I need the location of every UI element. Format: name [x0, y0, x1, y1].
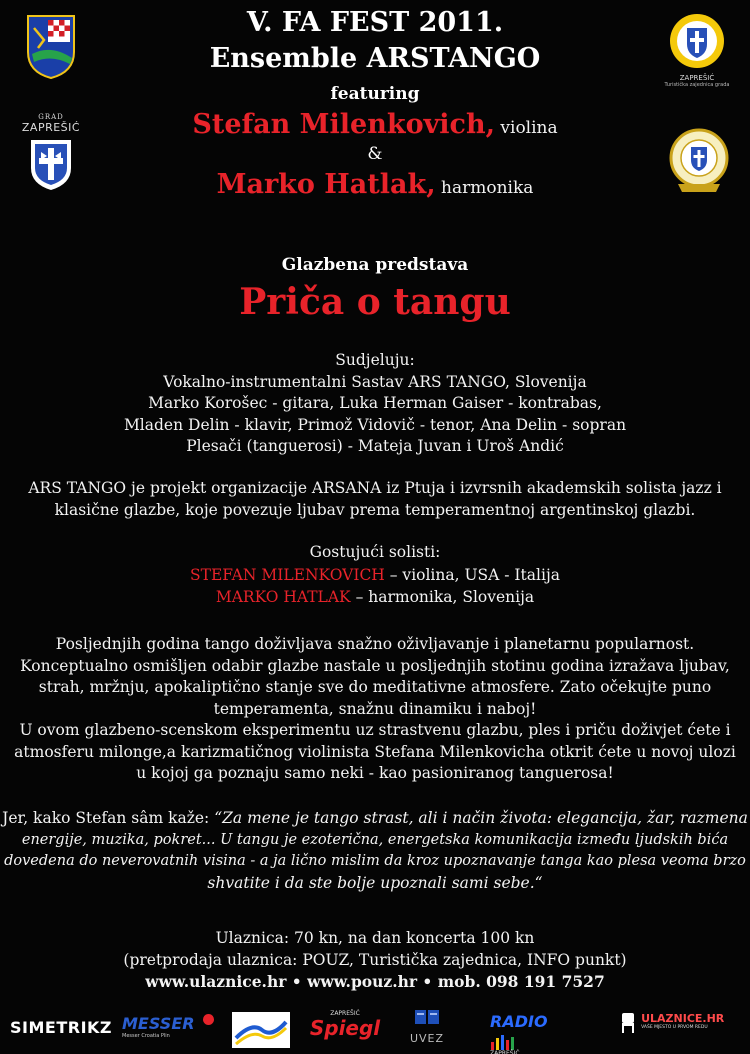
about-section [0, 478, 750, 521]
about-line: klasične glazbe, koje povezuje ljubav prema temperamentnoj argentinskoj glazbi. [54, 500, 696, 519]
sponsor-messer [122, 1014, 220, 1054]
description-line: U ovom glazbeno-scenskom eksperimentu uz strastvenu glazbu, ples i priču doživjet ćete i [19, 721, 731, 739]
sponsor-ulaznice [620, 1012, 744, 1054]
grad-name: ZAPREŠIĆ [21, 121, 81, 134]
description-section [0, 634, 750, 785]
messer-logo-text: MESSER [122, 1014, 195, 1033]
sponsor-uvez [404, 1008, 450, 1052]
artist-2 [0, 168, 750, 205]
ticket-web-links: www.ulaznice.hr • www.pouz.hr • mob. 098 191 7527 [145, 972, 605, 991]
description-line: u kojoj ga poznaju samo neki - kao pasioniranog tanguerosa! [136, 764, 614, 782]
participants-line: Mladen Delin - klavir, Primož Vidovič - tenor, Ana Delin - sopran [123, 415, 627, 434]
about-line: ARS TANGO je projekt organizacije ARSANA iz Ptuja i izvrsnih akademskih solista jazz i [28, 479, 722, 497]
spiegl-logo-text: Spiegl [309, 1016, 381, 1040]
radio-equalizer-icon [490, 1034, 518, 1050]
radio-logo-text: RADIO [490, 1012, 548, 1031]
description-line: Konceptualno osmišljen odabir glazbe nastale u posljednjih stotinu godina izražava ljubav, [20, 656, 730, 675]
tickets-section [0, 928, 750, 993]
sponsor-strip [0, 1006, 750, 1054]
messer-circle-icon [203, 1014, 214, 1025]
quote-line: shvatite i da ste bolje upoznali sami sebe.“ [207, 873, 543, 892]
messer-subtitle: Messer Croatia Plin [122, 1033, 170, 1039]
featuring-label: featuring [330, 84, 420, 104]
sponsor-wave-logo-icon [232, 1012, 290, 1048]
guest-soloist-2 [0, 586, 750, 608]
participants-section [0, 350, 750, 458]
quote-section [0, 808, 750, 894]
guest-soloist-2-name: MARKO HATLAK [215, 587, 351, 606]
quote-line: “Za mene je tango strast, ali i način života: elegancija, žar, razmena [214, 809, 748, 827]
guests-section [0, 542, 750, 608]
uvez-book-icon [414, 1008, 440, 1026]
participants-line: Marko Korošec - gitara, Luka Herman Gaiser - kontrabas, [148, 394, 602, 412]
ticket-presale: (pretprodaja ulaznica: POUZ, Turistička zajednica, INFO punkt) [123, 950, 627, 969]
radio-subtitle: ZAPREŠIĆ [490, 1050, 520, 1054]
tourist-board-label: Turistička zajednica grada [664, 82, 730, 88]
participants-line: Vokalno-instrumentalni Sastav ARS TANGO, Slovenija [163, 372, 587, 391]
guest-soloist-1-name: STEFAN MILENKOVICH [190, 565, 385, 584]
ulaznice-slogan: VAŠE MJESTO U PRVOM REDU [641, 1025, 708, 1030]
description-line: atmosferu milonge,a karizmatičnog violinista Stefana Milenkovicha otkrit ćete u novoj ulozi [14, 742, 736, 761]
artist-1-instrument: violina [495, 118, 558, 138]
artist-1 [0, 108, 750, 145]
sponsor-radio-zapresic [490, 1012, 574, 1054]
artist-2-name: Marko Hatlak, [216, 169, 436, 200]
ampersand: & [367, 144, 383, 164]
ticket-price: Ulaznica: 70 kn, na dan koncerta 100 kn [215, 929, 535, 947]
chair-icon [620, 1012, 636, 1034]
festival-title: V. FA FEST 2011. [246, 7, 504, 38]
artist-1-name: Stefan Milenkovich, [192, 109, 495, 140]
artist-2-instrument: harmonika [435, 178, 534, 198]
tourist-board-city: ZAPREŠIĆ [679, 74, 715, 82]
participants-heading: Sudjeluju: [335, 351, 415, 369]
sponsor-spiegl [306, 1010, 384, 1054]
description-line: strah, mržnju, apokaliptično stanje sve do meditativne atmosfere. Zato očekujte puno [38, 678, 712, 696]
guest-soloist-1 [0, 564, 750, 586]
uvez-label: UVEZ [409, 1032, 445, 1045]
guest-soloist-2-detail: – harmonika, Slovenija [350, 587, 535, 606]
ensemble-title: Ensemble ARSTANGO [209, 43, 541, 74]
guests-heading: Gostujući solisti: [309, 543, 441, 561]
quote-line: dovedena do neverovatnih visina - a ja lično mislim da kroz upoznavanje tanga kao plesa veoma brzo [4, 853, 746, 869]
quote-line: energije, muzika, pokret... U tangu je ezoterična, energetska komunikacija između ljudskih bića [21, 831, 729, 848]
show-subtitle: Glazbena predstava [281, 255, 469, 275]
show-title: Priča o tangu [239, 281, 511, 323]
simetrikz-logo-text: SIMETRIKZ [10, 1018, 113, 1037]
description-line: temperamenta, snažnu dinamiku i naboj! [213, 699, 537, 718]
ulaznice-logo-text: ULAZNICE.HR [641, 1012, 725, 1025]
grad-label: GRAD [38, 113, 64, 121]
participants-line: Plesači (tanguerosi) - Mateja Juvan i Uroš Andić [186, 437, 564, 455]
quote-intro: Jer, kako Stefan sâm kaže: [2, 809, 215, 827]
sponsor-simetrikz [10, 1018, 112, 1054]
description-line: Posljednjih godina tango doživljava snažno oživljavanje i planetarnu popularnost. [55, 635, 695, 653]
spiegl-top-label: ZAPREŠIĆ [330, 1010, 360, 1017]
guest-soloist-1-detail: – violina, USA - Italija [384, 565, 560, 584]
